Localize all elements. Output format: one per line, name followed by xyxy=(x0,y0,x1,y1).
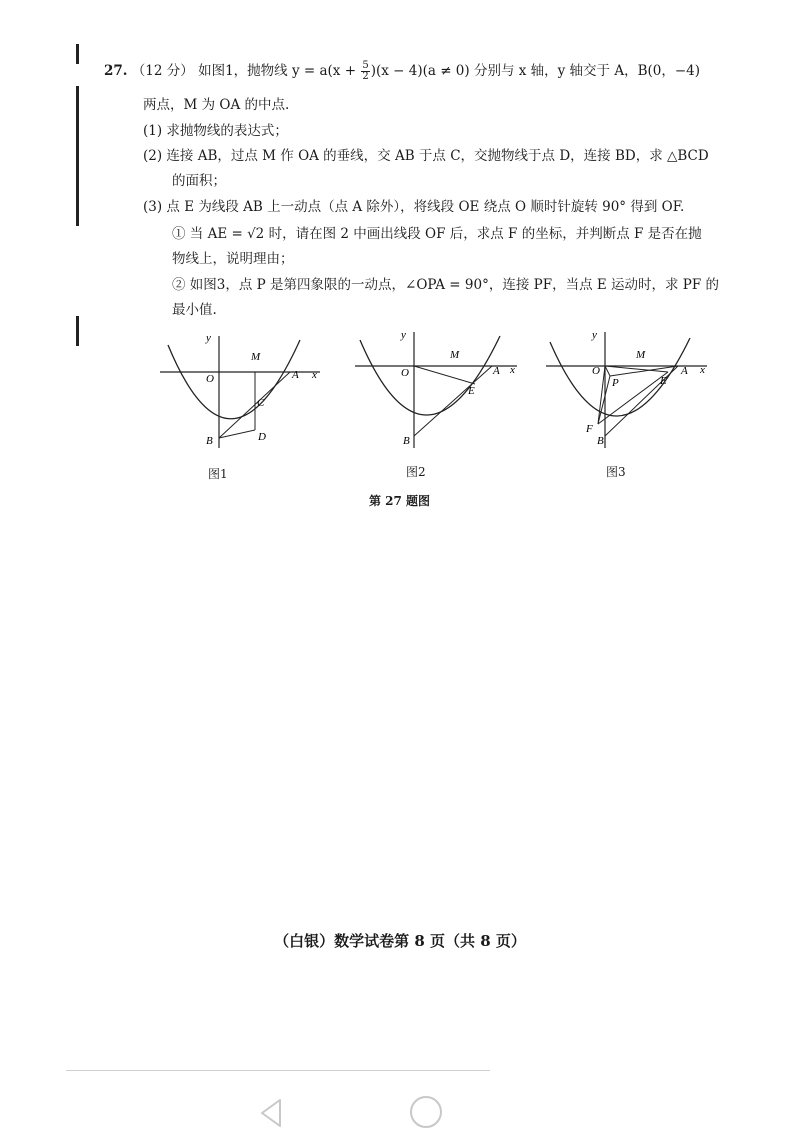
label-f: F xyxy=(586,423,593,435)
part-1: (1) 求抛物线的表达式； xyxy=(143,123,288,139)
label-y: y xyxy=(592,329,597,341)
figure-2-caption: 图2 xyxy=(406,465,426,479)
part-3-sub1-line2: 物线上，说明理由； xyxy=(172,251,294,267)
stem-text-a: 如图1，抛物线 y = a(x + xyxy=(198,63,357,79)
segment-op xyxy=(605,366,610,376)
figure-3-caption: 图3 xyxy=(606,465,626,479)
label-b: B xyxy=(597,435,604,447)
label-x: x xyxy=(312,369,317,381)
figure-1-caption: 图1 xyxy=(208,467,228,481)
label-p: P xyxy=(612,377,619,389)
fraction-numerator: 5 xyxy=(362,60,369,71)
label-m: M xyxy=(636,349,646,361)
segment-fe xyxy=(598,372,668,424)
label-a: A xyxy=(681,365,688,377)
figure-1 xyxy=(160,332,320,448)
label-e: E xyxy=(660,375,667,387)
back-icon[interactable] xyxy=(256,1096,286,1130)
home-icon[interactable] xyxy=(408,1094,444,1130)
label-o: O xyxy=(401,367,409,379)
segment-bd xyxy=(219,430,255,438)
part-3-sub1-line1: ① 当 AE = √2 时，请在图 2 中画出线段 OF 后，求点 F 的坐标，并判断点 F 是否在抛 xyxy=(172,226,702,242)
label-m: M xyxy=(450,349,460,361)
label-y: y xyxy=(206,332,211,344)
figure-3 xyxy=(546,329,707,448)
stem-text-b: )(x − 4)(a ≠ 0) 分别与 x 轴，y 轴交于 A，B(0，−4) xyxy=(370,63,701,79)
label-b: B xyxy=(403,435,410,447)
parabola xyxy=(360,336,500,415)
label-x: x xyxy=(510,364,515,376)
label-a: A xyxy=(493,365,500,377)
part-2-line1: (2) 连接 AB，过点 M 作 OA 的垂线，交 AB 于点 C，交抛物线于点 D，连接 BD，求 △BCD xyxy=(143,148,709,164)
part-2-line2: 的面积； xyxy=(172,173,226,189)
part-3-sub2-line2: 最小值. xyxy=(172,302,217,318)
label-d: D xyxy=(258,431,266,443)
parabola xyxy=(168,340,300,419)
label-b: B xyxy=(206,435,213,447)
stem-text-c: 两点，M 为 OA 的中点. xyxy=(143,97,290,113)
label-y: y xyxy=(401,329,406,341)
segment-ab xyxy=(414,366,492,436)
part-3: (3) 点 E 为线段 AB 上一动点（点 A 除外），将线段 OE 绕点 O 顺时针旋转 90° 得到 OF. xyxy=(143,199,685,215)
label-m: M xyxy=(251,351,261,363)
parabola xyxy=(550,338,690,416)
nav-divider xyxy=(66,1070,490,1071)
label-o: O xyxy=(592,365,600,377)
segment-oe xyxy=(414,366,475,384)
figures-svg xyxy=(0,0,800,520)
label-e: E xyxy=(468,385,475,397)
label-o: O xyxy=(206,373,214,385)
question-number: 27. xyxy=(104,63,128,79)
fraction-denominator: 2 xyxy=(362,71,369,82)
label-a: A xyxy=(292,369,299,381)
figure-group-title: 第 27 题图 xyxy=(369,494,431,508)
question-score: （12 分） xyxy=(131,63,194,79)
part-3-sub2-line1: ② 如图3，点 P 是第四象限的一动点，∠OPA = 90°，连接 PF，当点 E 运动时，求 PF 的 xyxy=(172,277,720,293)
figure-2 xyxy=(355,329,517,448)
label-x: x xyxy=(700,364,705,376)
label-c: C xyxy=(257,397,265,409)
page-footer: （白银）数学试卷第 8 页（共 8 页） xyxy=(274,932,526,950)
